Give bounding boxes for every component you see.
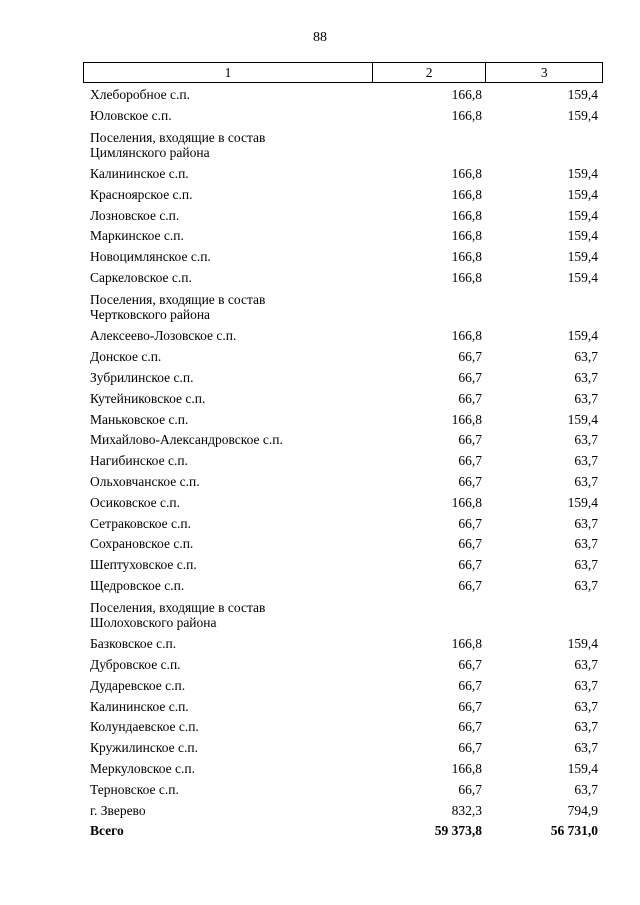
row-name: Базковское с.п.	[90, 636, 177, 652]
row-value-col-3: 63,7	[574, 515, 598, 531]
row-value-col-2: 166,8	[451, 411, 482, 427]
table-row	[83, 515, 603, 536]
table-body	[83, 83, 603, 843]
table-row	[83, 327, 603, 348]
row-value-col-2: 166,8	[451, 186, 482, 202]
row-value-col-3: 159,4	[567, 494, 598, 510]
table-row	[83, 781, 603, 802]
table-row	[83, 802, 603, 823]
row-name: Лозновское с.п.	[90, 207, 180, 223]
row-value-col-2: 166,8	[451, 494, 482, 510]
row-name: Калининское с.п.	[90, 166, 189, 182]
row-name: Шептуховское с.п.	[90, 557, 197, 573]
row-value-col-3: 794,9	[567, 802, 598, 818]
row-name: Осиковское с.п.	[90, 494, 180, 510]
row-value-col-3: 159,4	[567, 228, 598, 244]
row-name: Нагибинское с.п.	[90, 453, 188, 469]
table-row	[83, 452, 603, 473]
row-value-col-2: 66,7	[458, 677, 482, 693]
row-name: Кружилинское с.п.	[90, 740, 198, 756]
section-heading-row	[83, 290, 603, 328]
row-value-col-2: 166,8	[451, 207, 482, 223]
row-value-col-3: 159,4	[567, 107, 598, 123]
row-value-col-2: 166,8	[451, 761, 482, 777]
row-name: г. Зверево	[90, 802, 146, 818]
row-name: Дударевское с.п.	[90, 677, 186, 693]
row-name: Красноярское с.п.	[90, 186, 193, 202]
row-name: Меркуловское с.п.	[90, 761, 195, 777]
row-value-col-3: 159,4	[567, 411, 598, 427]
row-value-col-3: 63,7	[574, 432, 598, 448]
row-value-col-2: 166,8	[451, 228, 482, 244]
table-row	[83, 535, 603, 556]
row-name: Юловское с.п.	[90, 107, 172, 123]
row-name: Терновское с.п.	[90, 781, 179, 797]
row-value-col-3: 63,7	[574, 577, 598, 593]
row-value-col-2: 166,8	[451, 328, 482, 344]
row-value-col-3: 63,7	[574, 473, 598, 489]
table-row	[83, 227, 603, 248]
row-value-col-2: 66,7	[458, 781, 482, 797]
section-heading-row	[83, 128, 603, 166]
row-name: Маньковское с.п.	[90, 411, 189, 427]
row-value-col-2: 66,7	[458, 657, 482, 673]
row-value-col-3: 159,4	[567, 87, 598, 102]
table-row	[83, 165, 603, 186]
row-name: Калининское с.п.	[90, 698, 189, 714]
row-name: Донское с.п.	[90, 349, 162, 365]
row-name: Сетраковское с.п.	[90, 515, 191, 531]
row-value-col-2: 66,7	[458, 473, 482, 489]
row-value-col-2: 66,7	[458, 536, 482, 552]
table-row	[83, 369, 603, 390]
row-name: Поселения, входящие в состав Шолоховского района	[90, 599, 266, 630]
row-name: Михайлово-Александровское с.п.	[90, 432, 283, 448]
row-name: Колундаевское с.п.	[90, 719, 199, 735]
row-value-col-3: 63,7	[574, 390, 598, 406]
row-value-col-3: 56 731,0	[550, 823, 598, 839]
row-value-col-3: 63,7	[574, 698, 598, 714]
header-col-2: 2	[373, 63, 487, 82]
row-value-col-2: 66,7	[458, 369, 482, 385]
row-value-col-2: 66,7	[458, 453, 482, 469]
table-row	[83, 718, 603, 739]
row-name: Щедровское с.п.	[90, 577, 185, 593]
row-name: Саркеловское с.п.	[90, 270, 192, 286]
row-name: Поселения, входящие в состав Чертковского района	[90, 291, 266, 322]
table-row	[83, 677, 603, 698]
row-name: Новоцимлянское с.п.	[90, 249, 211, 265]
row-value-col-2: 166,8	[451, 249, 482, 265]
data-table	[83, 62, 603, 843]
table-row	[83, 207, 603, 228]
table-row	[83, 556, 603, 577]
row-name: Хлеборобное с.п.	[90, 87, 190, 102]
row-value-col-3: 159,4	[567, 328, 598, 344]
table-row	[83, 698, 603, 719]
row-value-col-2: 59 373,8	[434, 823, 482, 839]
row-name: Кутейниковское с.п.	[90, 390, 206, 406]
section-heading-row	[83, 598, 603, 636]
row-value-col-2: 166,8	[451, 636, 482, 652]
table-row	[83, 473, 603, 494]
row-name: Всего	[90, 823, 124, 839]
row-name: Зубрилинское с.п.	[90, 369, 194, 385]
row-name: Маркинское с.п.	[90, 228, 184, 244]
header-col-1: 1	[84, 63, 373, 82]
row-name: Дубровское с.п.	[90, 657, 181, 673]
row-value-col-3: 63,7	[574, 657, 598, 673]
row-value-col-3: 159,4	[567, 636, 598, 652]
table-row	[83, 739, 603, 760]
row-value-col-3: 159,4	[567, 249, 598, 265]
row-value-col-3: 159,4	[567, 166, 598, 182]
row-value-col-2: 66,7	[458, 390, 482, 406]
row-value-col-3: 159,4	[567, 186, 598, 202]
table-row	[83, 186, 603, 207]
row-name: Ольховчанское с.п.	[90, 473, 200, 489]
table-row	[83, 269, 603, 290]
row-value-col-2: 66,7	[458, 577, 482, 593]
table-row	[83, 248, 603, 269]
row-value-col-2: 66,7	[458, 557, 482, 573]
row-value-col-3: 63,7	[574, 740, 598, 756]
table-row	[83, 411, 603, 432]
table-header	[83, 62, 603, 83]
row-value-col-2: 66,7	[458, 719, 482, 735]
table-row	[83, 86, 603, 107]
row-value-col-2: 166,8	[451, 166, 482, 182]
row-name: Поселения, входящие в состав Цимлянского района	[90, 129, 266, 160]
row-value-col-3: 63,7	[574, 677, 598, 693]
header-col-3: 3	[540, 64, 548, 80]
table-row	[83, 577, 603, 598]
row-value-col-2: 66,7	[458, 515, 482, 531]
row-value-col-3: 63,7	[574, 349, 598, 365]
table-row	[83, 494, 603, 515]
row-value-col-3: 159,4	[567, 761, 598, 777]
row-value-col-2: 66,7	[458, 698, 482, 714]
total-row	[83, 822, 603, 843]
row-value-col-2: 66,7	[458, 432, 482, 448]
row-value-col-2: 166,8	[451, 270, 482, 286]
table-row	[83, 760, 603, 781]
row-value-col-3: 159,4	[567, 207, 598, 223]
row-value-col-3: 63,7	[574, 453, 598, 469]
table-row	[83, 656, 603, 677]
row-value-col-3: 63,7	[574, 719, 598, 735]
row-value-col-2: 166,8	[451, 107, 482, 123]
row-value-col-3: 63,7	[574, 781, 598, 797]
row-value-col-2: 166,8	[451, 87, 482, 102]
row-value-col-3: 159,4	[567, 270, 598, 286]
table-row	[83, 107, 603, 128]
table-row	[83, 635, 603, 656]
table-row	[83, 390, 603, 411]
row-value-col-2: 832,3	[451, 802, 482, 818]
row-name: Алексеево-Лозовское с.п.	[90, 328, 237, 344]
row-value-col-3: 63,7	[574, 557, 598, 573]
row-value-col-2: 66,7	[458, 349, 482, 365]
page-number: 88	[313, 30, 327, 45]
row-value-col-3: 63,7	[574, 369, 598, 385]
table-row	[83, 431, 603, 452]
row-value-col-3: 63,7	[574, 536, 598, 552]
row-value-col-2: 66,7	[458, 740, 482, 756]
table-row	[83, 348, 603, 369]
row-name: Сохрановское с.п.	[90, 536, 194, 552]
